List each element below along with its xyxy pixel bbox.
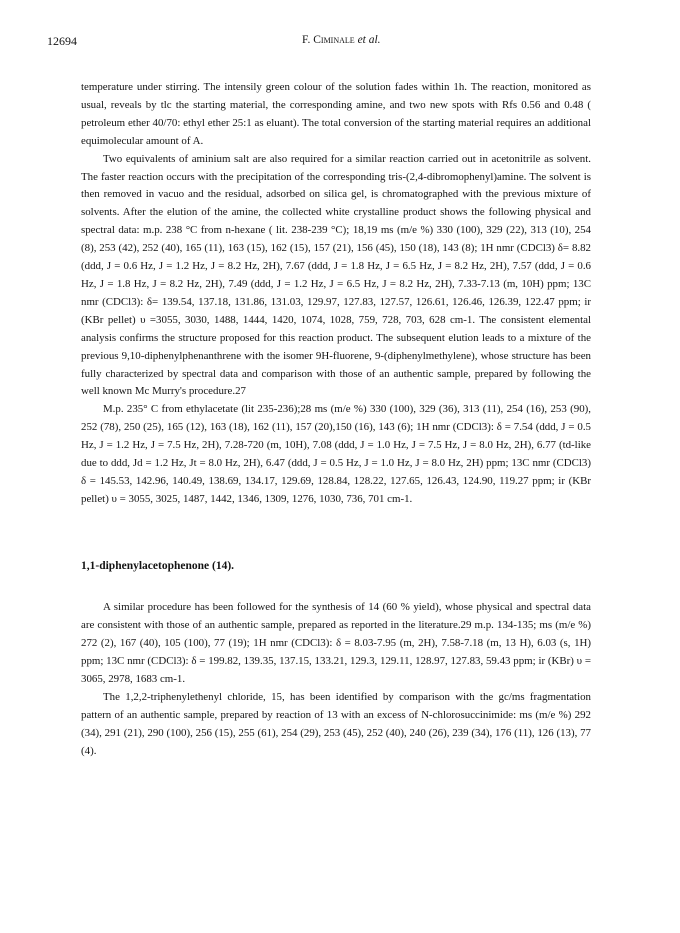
body-text (81, 79, 591, 509)
section-body (81, 598, 591, 760)
page-number: 12694 (47, 34, 77, 48)
section-paragraph-1: A similar procedure has been followed for the synthesis of 14 (60 % yield), whose physical and spectral data are consistent with those of an authentic sample, prepared as reported in the literature.29 m.p. 134-135; ms (m/e %) 272 (2), 167 (40), 105 (100), 77 (19); 1H nmr (CDCl3): δ = 8.03-7.95 (m, 2H), 7.58-7.18 (m, 13 H), 6.03 (s, 1H) ppm; 13C nmr (CDCl3): δ = 199.82, 139.35, 137.15, 133.21, 129.3, 129.11, 128.97, 127.83, 59.43 ppm; ir (KBr) υ = 3065, 2978, 1683 cm-1. (81, 601, 591, 685)
author-suffix: et al. (354, 34, 381, 46)
section-heading: 1,1-diphenylacetophenone (14). (81, 560, 235, 572)
paragraph-1: temperature under stirring. The intensily green colour of the solution fades within 1h. The reaction, monitored as usual, reveals by tlc the starting material, the corresponding amine, and two new spots with Rfs 0.56 and 0.48 ( petroleum ether 40/70: ethyl ether 25:1 as eluant). The total conversion of the starting material requires an additional equimolecular amount of A. (81, 81, 591, 147)
running-header (302, 34, 381, 46)
author-initial: F. (302, 34, 314, 46)
paragraph-2: Two equivalents of aminium salt are also required for a similar reaction carried out in acetonitrile as solvent. The faster reaction occurs with the precipitation of the corresponding tris-(2,4-dibromophenyl)amine. The solvent is then removed in vacuo and the residual, adsorbed on silica gel, is chromatographed with the previous mixture of solvents. After the elution of the amine, the collected white crystalline product shows the following physical and spectral data: m.p. 238 °C from n-hexane ( lit. 238-239 °C); 18,19 ms (m/e %) 330 (100), 329 (22), 313 (10), 254 (8), 253 (42), 252 (40), 165 (11), 163 (15), 162 (15), 157 (21), 156 (45), 150 (18), 143 (8); 1H nmr (CDCl3) δ= 8.82 (ddd, J = 0.6 Hz, J = 1.2 Hz, J = 8.2 Hz, 2H), 7.67 (ddd, J = 1.8 Hz, J = 6.5 Hz, J = 8.2 Hz, 2H), 7.57 (ddd, J = 0.6 Hz, J = 1.8 Hz, J = 8.2 Hz, 2H), 7.49 (ddd, J = 1.2 Hz, J = 6.5 Hz, J = 8.2 Hz, 2H), 7.33-7.13 (m, 10H) ppm; 13C nmr (CDCl3): δ= 139.54, 137.18, 131.86, 131.03, 129.97, 127.83, 127.57, 126.61, 126.46, 126.39, 122.47 ppm; ir (KBr pellet) υ =3055, 3030, 1488, 1444, 1420, 1074, 1028, 759, 728, 703, 628 cm-1. The consistent elemental analysis confirms the structure proposed for this reaction product. The subsequent elution leads to a mixture of the previous 9,10-diphenylphenanthrene with the isomer 9H-fluorene, 9-(diphenylmethylene), whose structure has been fully characterized by spectral data and comparison with those of an authentic sample, prepared by following the well known Mc Murry's procedure.27 (81, 152, 591, 398)
paragraph-3: M.p. 235° C from ethylacetate (lit 235-236);28 ms (m/e %) 330 (100), 329 (36), 313 (11), 254 (16), 253 (90), 252 (78), 250 (25), 165 (12), 163 (18), 162 (11), 157 (20),150 (16), 143 (6); 1H nmr (CDCl3): δ = 7.54 (ddd, J = 0.5 Hz, J = 1.2 Hz, J = 7.5 Hz, 2H), 7.28-720 (m, 10H), 7.08 (ddd, J = 1.0 Hz, J = 7.5 Hz, J = 8.0 Hz, 2H), 6.77 (td-like due to ddd, Jd = 1.2 Hz, Jt = 8.0 Hz, 2H), 6.47 (ddd, J = 0.5 Hz, J = 1.0 Hz, J = 8.0 Hz, 2H) ppm; 13C nmr (CDCl3) δ = 145.53, 142.96, 140.49, 138.69, 134.17, 129.69, 128.84, 128.22, 127.65, 126.43, 124.90, 119.27 ppm; ir (KBr pellet) υ = 3055, 3025, 1487, 1442, 1346, 1309, 1276, 1030, 736, 701 cm-1. (81, 403, 591, 505)
section-paragraph-2: The 1,2,2-triphenylethenyl chloride, 15, has been identified by comparison with the gc/ms fragmentation pattern of an authentic sample, prepared by reaction of 13 with an excess of N-chlorosuccinimide: ms (m/e %) 292 (34), 291 (21), 290 (100), 256 (15), 255 (61), 254 (29), 253 (45), 252 (40), 240 (26), 239 (34), 176 (11), 126 (13), 77 (4). (81, 691, 591, 757)
author-name: Ciminale (313, 34, 355, 46)
